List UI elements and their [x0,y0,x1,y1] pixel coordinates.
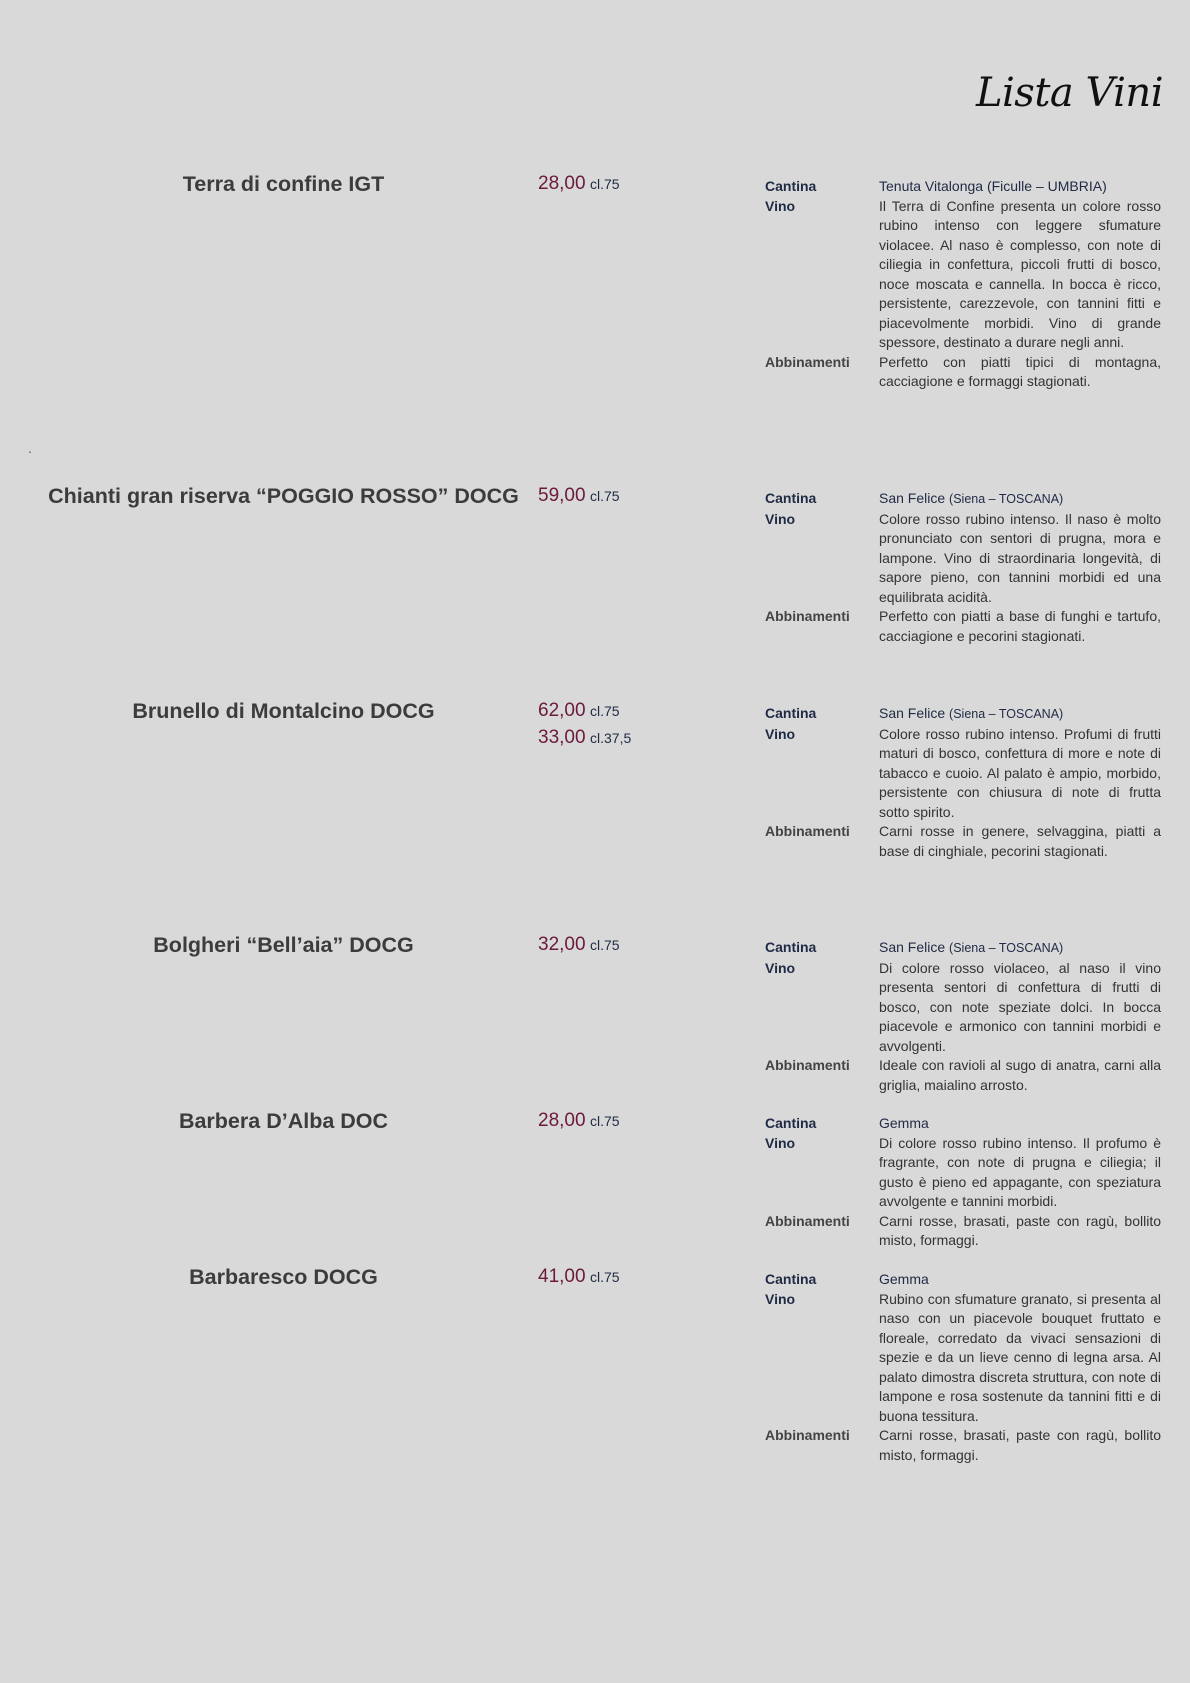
vino-row [765,959,1161,1057]
abbinamenti-label: Abbinamenti [765,1212,850,1229]
wine-prices [538,169,620,196]
cantina-value: Gemma [879,1115,929,1131]
cantina-row [765,489,1161,510]
cantina-label: Cantina [765,1271,817,1287]
wine-details [765,1270,1161,1465]
cantina-value: Tenuta Vitalonga (Ficulle – UMBRIA) [879,178,1107,194]
abbinamenti-value: Ideale con ravioli al sugo di anatra, carni alla griglia, maialino arrosto. [879,1057,1161,1093]
cantina-row [765,1114,1161,1134]
wine-name: Bolgheri “Bell’aia” DOCG [153,933,414,957]
abbinamenti-value: Carni rosse, brasati, paste con ragù, bollito misto, formaggi. [879,1212,1161,1248]
bottle-size: cl.75 [590,488,620,504]
abbinamenti-label: Abbinamenti [765,608,850,624]
abbinamenti-value: Carni rosse, brasati, paste con ragù, bollito misto, formaggi. [879,1427,1161,1463]
wine-prices [538,1262,620,1289]
bottle-size: cl.75 [590,1269,620,1285]
wine-name: Barbaresco DOCG [189,1265,378,1289]
price-line [538,1262,620,1289]
abbinamenti-value: Carni rosse in genere, selvaggina, piatti a base di cinghiale, pecorini stagionati. [879,823,1161,859]
page-title: Lista Vini [975,70,1163,116]
cantina-label: Cantina [765,705,817,721]
cantina-name: San Felice [879,705,950,721]
vino-label: Vino [765,1134,796,1151]
wine-details [765,177,1161,392]
wine-details [765,704,1161,861]
vino-label: Vino [765,197,796,214]
bottle-size: cl.37,5 [590,730,632,746]
bottle-size: cl.75 [590,1113,620,1129]
abbinamenti-row [765,353,1161,392]
price: 33,00 [538,727,586,748]
stray-mark: . [28,440,32,456]
cantina-name: San Felice [879,490,950,506]
price: 32,00 [538,934,586,955]
cantina-value [879,704,1161,725]
cantina-row [765,177,1161,197]
cantina-label: Cantina [765,178,817,194]
price: 41,00 [538,1266,586,1287]
bottle-size: cl.75 [590,937,620,953]
abbinamenti-row [765,607,1161,646]
cantina-name: San Felice [879,939,950,955]
vino-label: Vino [765,1290,796,1307]
wine-prices [538,1106,620,1133]
price: 28,00 [538,1110,586,1131]
vino-description: Colore rosso rubino intenso. Il naso è molto pronunciato con sentori di prugna, mora e lampone. Vino di straordinaria longevità, di sapore pieno, con tannini morbidi ed una equilibrata acidità. [879,510,1161,605]
vino-description: Di colore rosso rubino intenso. Il profumo è fragrante, con note di prugna e ciliegia; il gusto è pieno ed appagante, con speziatura avvolgente e tannini morbidi. [879,1134,1161,1209]
wine-prices [538,696,631,750]
vino-label: Vino [765,510,796,527]
abbinamenti-row [765,822,1161,861]
vino-label: Vino [765,725,796,742]
cantina-value [879,938,1161,959]
vino-description: Colore rosso rubino intenso. Profumi di frutti maturi di bosco, confettura di more e note di tabacco e cuoio. Al palato è ampio, morbido, persistente con chiusura di note di frutta sotto spirito. [879,725,1161,820]
abbinamenti-row [765,1056,1161,1095]
vino-description: Di colore rosso violaceo, al naso il vino presenta sentori di confettura di frutti di bosco, con note speziate dolci. In bocca piacevole e armonico con tannini morbidi e avvolgenti. [879,959,1161,1054]
vino-row [765,725,1161,823]
wine-name: Brunello di Montalcino DOCG [132,699,435,723]
cantina-region: (Siena – TOSCANA) [949,492,1064,506]
price-line [538,1106,620,1133]
abbinamenti-label: Abbinamenti [765,1057,850,1073]
wine-prices [538,481,620,508]
abbinamenti-value: Perfetto con piatti tipici di montagna, cacciagione e formaggi stagionati. [879,353,1161,389]
cantina-region: (Siena – TOSCANA) [949,707,1064,721]
price-line [538,481,620,508]
bottle-size: cl.75 [590,703,620,719]
cantina-row [765,1270,1161,1290]
cantina-label: Cantina [765,939,817,955]
cantina-row [765,704,1161,725]
wine-details [765,489,1161,646]
cantina-label: Cantina [765,1115,817,1131]
vino-row [765,1134,1161,1212]
cantina-value [879,489,1161,510]
cantina-label: Cantina [765,490,817,506]
vino-row [765,510,1161,608]
abbinamenti-value: Perfetto con piatti a base di funghi e tartufo, cacciagione e pecorini stagionati. [879,608,1161,644]
wine-name: Chianti gran riserva “POGGIO ROSSO” DOCG [48,484,519,508]
price-line [538,723,631,750]
price-line [538,930,620,957]
vino-row [765,197,1161,353]
wine-prices [538,930,620,957]
vino-row [765,1290,1161,1427]
abbinamenti-row [765,1212,1161,1251]
cantina-value: Gemma [879,1271,929,1287]
cantina-row [765,938,1161,959]
wine-name: Barbera D’Alba DOC [178,1109,389,1133]
wine-details [765,938,1161,1095]
wine-name: Terra di confine IGT [182,172,385,196]
abbinamenti-label: Abbinamenti [765,353,850,370]
price-line [538,696,631,723]
cantina-region: (Siena – TOSCANA) [949,941,1064,955]
abbinamenti-label: Abbinamenti [765,823,850,839]
abbinamenti-row [765,1426,1161,1465]
price: 59,00 [538,485,586,506]
vino-description: Il Terra di Confine presenta un colore rosso rubino intenso con leggere sfumature violacee. Al naso è complesso, con note di ciliegia in confettura, piccoli frutti di bosco, noce moscata e cannella. In bocca è ricco, persistente, carezzevole, con tannini fitti e piacevolmente morbidi. Vino di grande spessore, destinato a durare negli anni. [879,197,1161,350]
wine-details [765,1114,1161,1251]
price-line [538,169,620,196]
price: 28,00 [538,173,586,194]
vino-description: Rubino con sfumature granato, si presenta al naso con un piacevole bouquet fruttato e floreale, corredato da vivaci sensazioni di spezie e da un lieve cenno di legna arsa. Al palato dimostra discreta struttura, con note di lampone e rosa sostenute da tannini fitti e di buona tessitura. [879,1290,1161,1424]
abbinamenti-label: Abbinamenti [765,1427,850,1443]
vino-label: Vino [765,959,796,976]
price: 62,00 [538,700,586,721]
bottle-size: cl.75 [590,176,620,192]
